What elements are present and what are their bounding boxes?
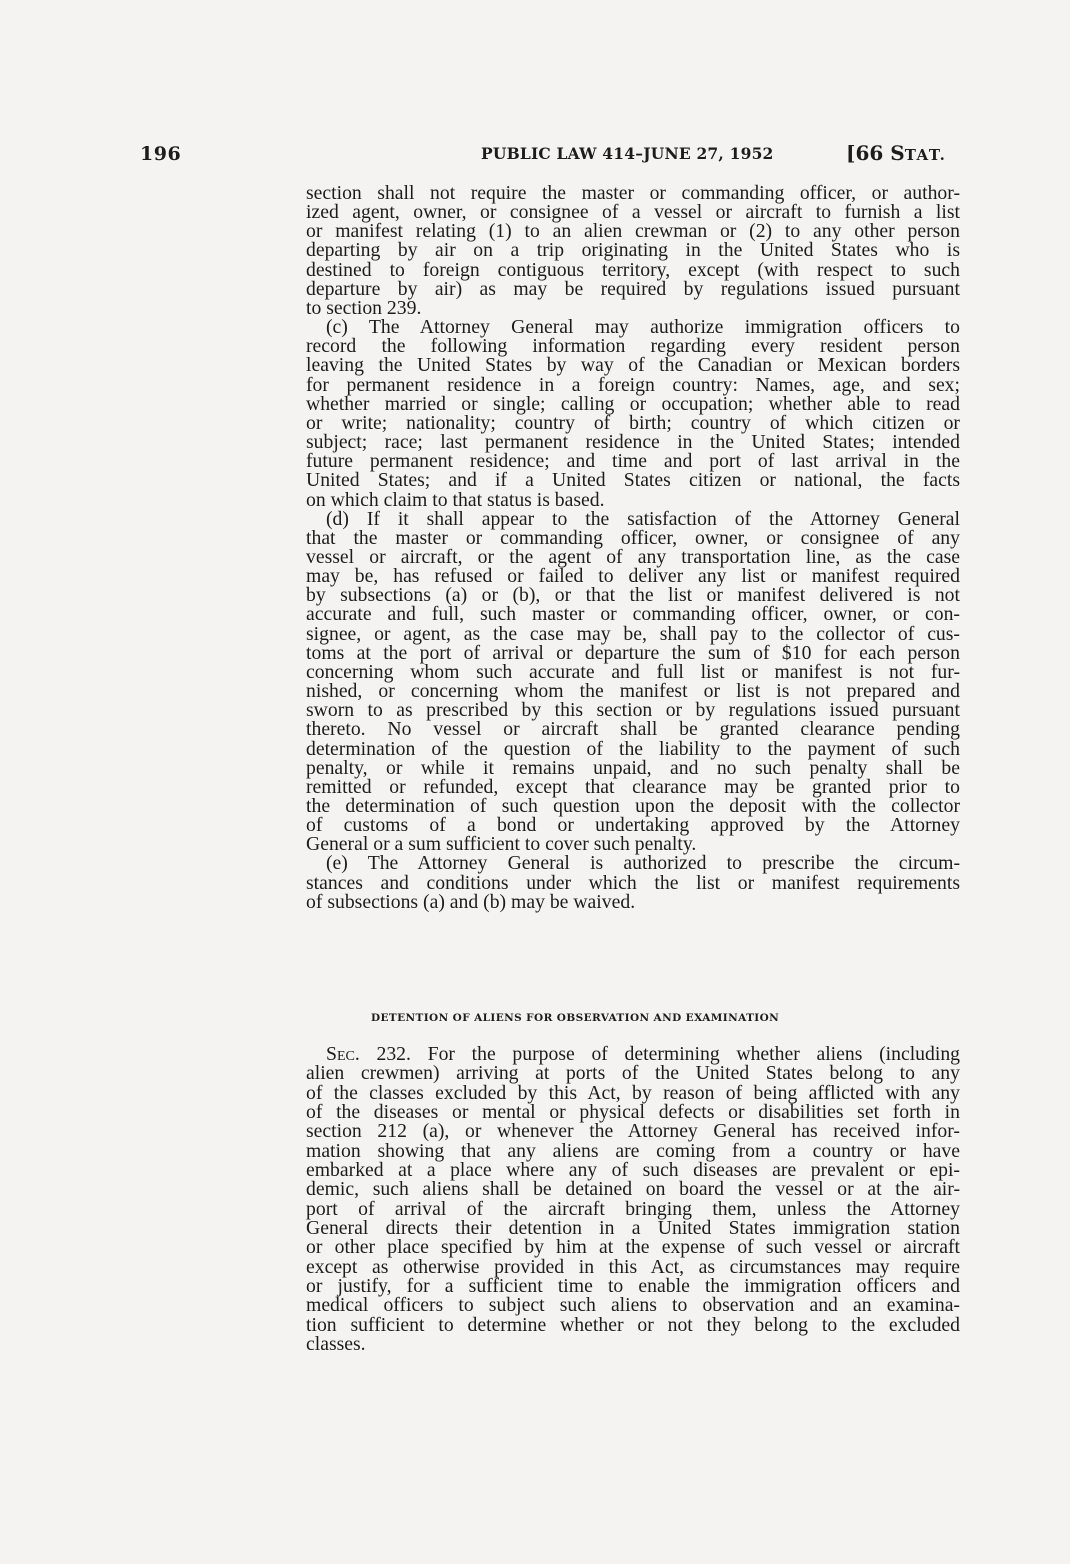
text-line: medical officers to subject such aliens to observation and an examina- bbox=[306, 1294, 960, 1317]
text-line: classes. bbox=[306, 1333, 366, 1356]
text-line: to section 239. bbox=[306, 296, 422, 319]
text-line: or manifest relating (1) to an alien crewman or (2) to any other person bbox=[306, 220, 960, 243]
text-line: subject; race; last permanent residence in the United States; intended bbox=[306, 431, 960, 454]
text-line: of subsections (a) and (b) may be waived. bbox=[306, 890, 636, 913]
text-line: or justify, for a sufficient time to enable the immigration officers and bbox=[306, 1275, 960, 1298]
text-line: mation showing that any aliens are coming from a country or have bbox=[306, 1139, 960, 1162]
text-line: section 212 (a), or whenever the Attorney General has received infor- bbox=[306, 1120, 960, 1143]
text-line: penalty, or while it remains unpaid, and no such penalty shall be bbox=[306, 756, 960, 779]
paragraph-e bbox=[306, 854, 960, 911]
text-line: of the diseases or mental or physical defects or disabilities set forth in bbox=[306, 1101, 960, 1124]
text-line: sworn to as prescribed by this section or by regulations issued pursuant bbox=[306, 699, 960, 722]
text-line: General or a sum sufficient to cover such penalty. bbox=[306, 833, 697, 856]
text-line: thereto. No vessel or aircraft shall be granted clearance pending bbox=[306, 718, 960, 741]
text-line: by subsections (a) or (b), or that the list or manifest delivered is not bbox=[306, 584, 960, 607]
text-line: section shall not require the master or commanding officer, or author- bbox=[306, 182, 960, 204]
page-number: 196 bbox=[140, 143, 182, 165]
section-232-first-line-text: 232. For the purpose of determining whether aliens (including bbox=[376, 1043, 961, 1065]
text-line: (e) The Attorney General is authorized to prescribe the circum- bbox=[326, 852, 960, 875]
text-line: port of arrival of the aircraft bringing them, unless the Attorney bbox=[306, 1197, 960, 1220]
text-line: tion sufficient to determine whether or not they belong to the excluded bbox=[306, 1313, 960, 1336]
text-line: accurate and full, such master or commanding officer, owner, or con- bbox=[306, 603, 960, 626]
text-line: may be, has refused or failed to deliver any list or manifest required bbox=[306, 565, 960, 588]
text-line: embarked at a place where any of such diseases are prevalent or epi- bbox=[306, 1159, 960, 1182]
section-232-body bbox=[306, 1045, 960, 1355]
text-line: vessel or aircraft, or the agent of any transportation line, as the case bbox=[306, 545, 960, 568]
text-line: of the classes excluded by this Act, by reason of being afflicted with any bbox=[306, 1081, 960, 1104]
text-line: destined to foreign contiguous territory, except (with respect to such bbox=[306, 258, 960, 281]
text-line: ized agent, owner, or consignee of a vessel or aircraft to furnish a list bbox=[306, 201, 960, 224]
text-line: General directs their detention in a United States immigration station bbox=[306, 1217, 960, 1240]
text-line: remitted or refunded, except that clearance may be granted prior to bbox=[306, 775, 960, 798]
statute-reference bbox=[846, 141, 946, 165]
text-line: departure by air) as may be required by regulations issued pursuant bbox=[306, 277, 960, 300]
section-232-heading: DETENTION OF ALIENS FOR OBSERVATION AND EXAMINATION bbox=[371, 1012, 780, 1024]
text-line: concerning whom such accurate and full list or manifest is not fur- bbox=[306, 660, 960, 683]
text-line: demic, such aliens shall be detained on board the vessel or at the air- bbox=[306, 1178, 960, 1201]
text-line: or write; nationality; country of birth; country of which citizen or bbox=[306, 411, 960, 434]
text-line: nished, or concerning whom the manifest or list is not prepared and bbox=[306, 680, 960, 703]
paragraph-c bbox=[306, 318, 960, 510]
section-label: Sec. bbox=[326, 1043, 360, 1065]
text-line: on which claim to that status is based. bbox=[306, 488, 605, 511]
section-231-continued bbox=[306, 184, 960, 912]
statute-reference-prefix: [66 S bbox=[846, 141, 905, 165]
text-line: toms at the port of arrival or departure the sum of $10 for each person bbox=[306, 641, 960, 664]
page-header bbox=[0, 143, 1070, 169]
text-line: leaving the United States by way of the Canadian or Mexican borders bbox=[306, 354, 960, 377]
section-232-lines bbox=[306, 1064, 960, 1354]
text-line: record the following information regarding every resident person bbox=[306, 335, 960, 358]
text-line: of customs of a bond or undertaking approved by the Attorney bbox=[306, 814, 960, 837]
text-line: except as otherwise provided in this Act, as circumstances may require bbox=[306, 1255, 960, 1278]
text-line: (d) If it shall appear to the satisfaction of the Attorney General bbox=[326, 507, 960, 530]
text-line: determination of the question of the liability to the payment of such bbox=[306, 737, 960, 760]
text-line: signee, or agent, as the case may be, shall pay to the collector of cus- bbox=[306, 622, 960, 645]
text-line: the determination of such question upon the deposit with the collector bbox=[306, 795, 960, 817]
text-line: future permanent residence; and time and port of last arrival in the bbox=[306, 450, 960, 473]
paragraph-d bbox=[306, 507, 960, 856]
text-line: whether married or single; calling or occupation; whether able to read bbox=[306, 392, 960, 415]
text-line: United States; and if a United States citizen or national, the facts bbox=[306, 469, 960, 492]
text-line: (c) The Attorney General may authorize immigration officers to bbox=[326, 316, 960, 339]
text-line: for permanent residence in a foreign country: Names, age, and sex; bbox=[306, 373, 960, 396]
text-line: or other place specified by him at the expense of such vessel or aircraft bbox=[306, 1236, 960, 1259]
text-line: that the master or commanding officer, owner, or consignee of any bbox=[306, 526, 960, 549]
text-line: departing by air on a trip originating in the United States who is bbox=[306, 239, 960, 262]
text-line: alien crewmen) arriving at ports of the United States belong to any bbox=[306, 1062, 960, 1085]
text-line: stances and conditions under which the list or manifest requirements bbox=[306, 871, 960, 894]
running-title: PUBLIC LAW 414–JUNE 27, 1952 bbox=[481, 144, 774, 163]
paragraph-a-tail bbox=[306, 184, 960, 318]
statute-reference-smallcaps: TAT. bbox=[904, 146, 947, 164]
